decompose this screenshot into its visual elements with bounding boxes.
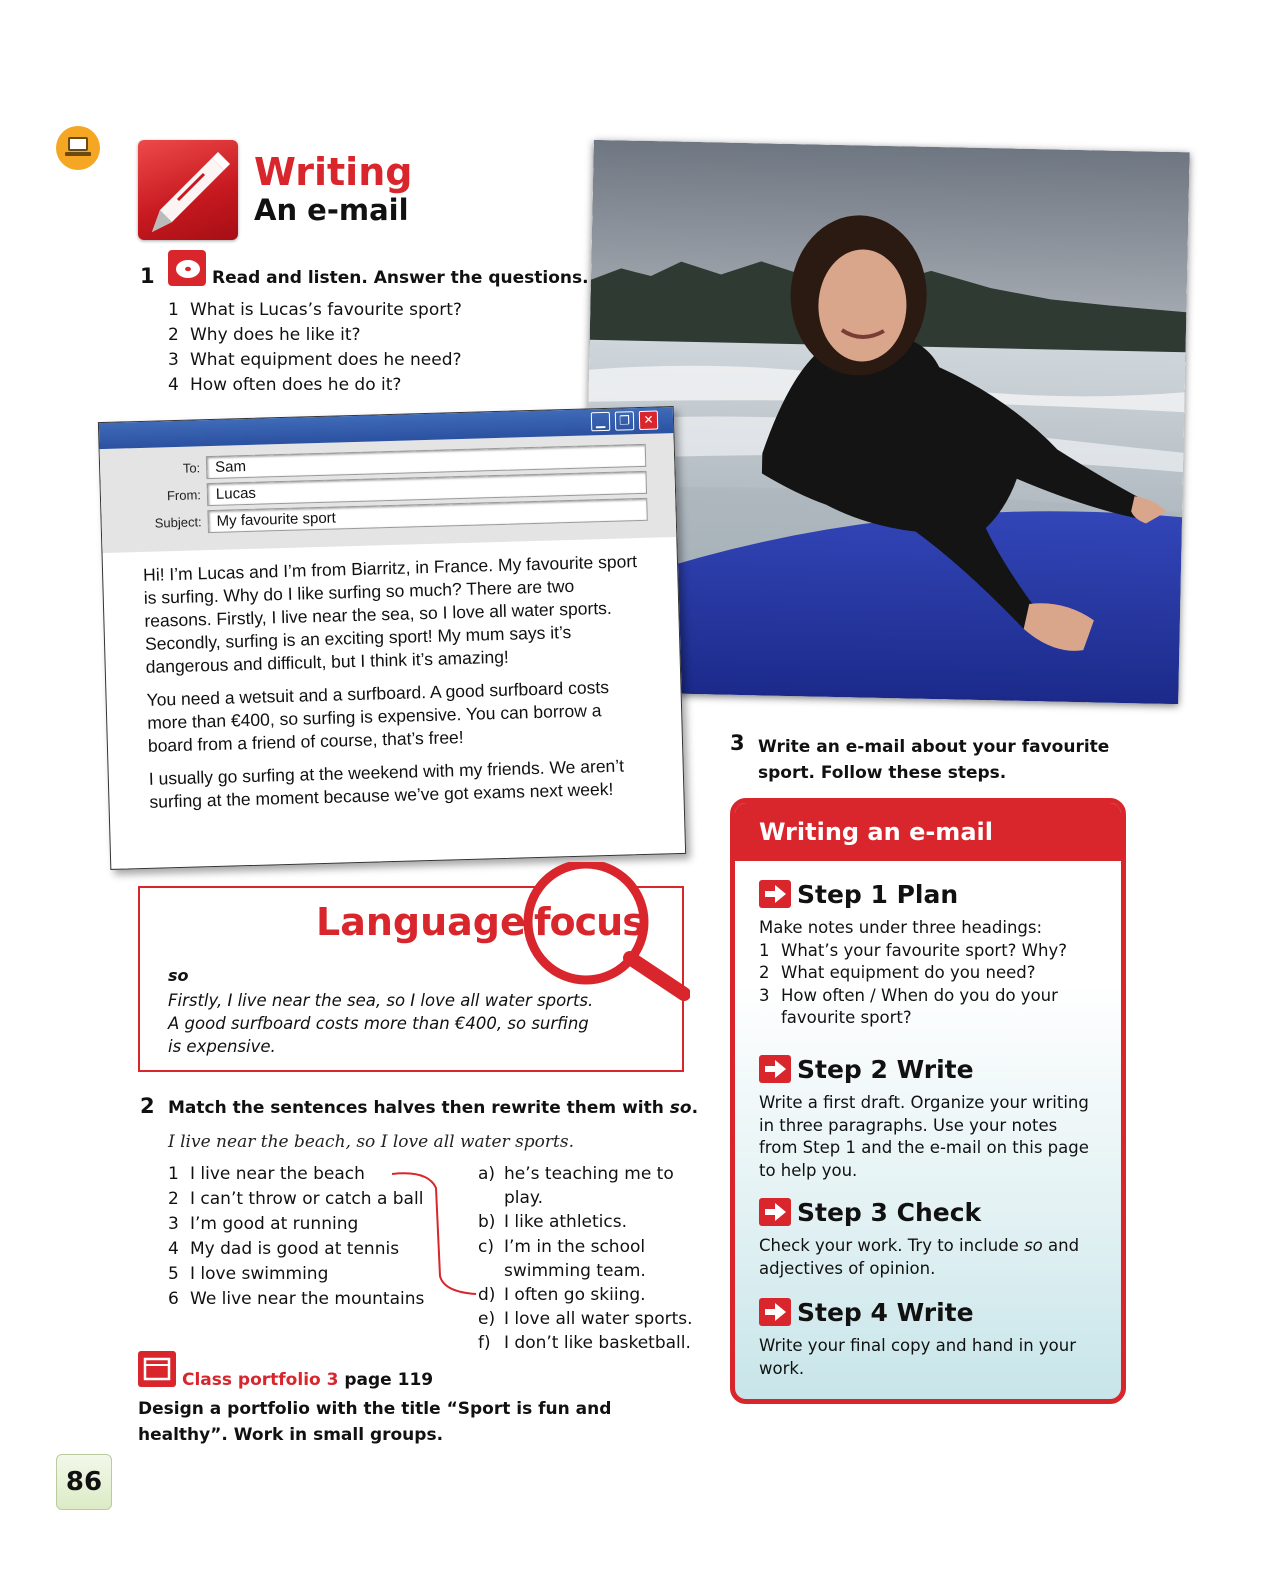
arrow-right-icon (759, 1198, 791, 1226)
focus-example: Firstly, I live near the sea, so I love all water sports. (168, 991, 594, 1010)
exercise-1-instruction: Read and listen. Answer the questions. (212, 268, 589, 288)
exercise-3-instruction: Write an e-mail about your favourite sport. Follow these steps. (758, 737, 1110, 783)
step-3: Step 3 Check Check your work. Try to include so and adjectives of opinion. (759, 1197, 1080, 1278)
steps-box-title: Writing an e-mail (735, 803, 1121, 861)
language-focus-title: Language (316, 900, 526, 944)
sentence-halves-left (168, 1162, 424, 1312)
close-icon[interactable]: ✕ (639, 410, 659, 430)
email-paragraph: You need a wetsuit and a surfboard. A good surfboard costs more than €400, so surfing is expensive. You can borrow a board from a friend of course, that’s free! (146, 676, 610, 756)
step-4: Step 4 Write Write your final copy and hand in your work. (759, 1297, 1077, 1378)
sentence-halves-right (478, 1162, 718, 1356)
minimize-icon[interactable]: ▁ (591, 412, 611, 432)
audio-cd-icon[interactable] (168, 250, 206, 286)
from-field[interactable]: Lucas (207, 471, 647, 506)
to-field[interactable]: Sam (206, 444, 646, 479)
email-header (100, 433, 677, 553)
writing-steps-box (730, 798, 1126, 1404)
exercise-1-questions (168, 298, 462, 398)
page-number: 86 (56, 1454, 112, 1510)
exercise-2-number: 2 (140, 1094, 155, 1118)
step-1: Step 1 Plan Make notes under three headings: 1 What’s your favourite sport? Why? 2 What equipment do you need? 3 How often / When do you do your favourite sport? (759, 879, 1067, 1027)
to-label: To: (182, 460, 201, 476)
list-item: 1 I live near the beach (168, 1164, 365, 1184)
list-item: c) I’m in the school swimming team. (478, 1236, 646, 1281)
question-item: 1 What is Lucas’s favourite sport? (168, 300, 462, 320)
portfolio-icon (138, 1351, 176, 1387)
list-item: 2 I can’t throw or catch a ball (168, 1189, 424, 1209)
email-paragraph: I usually go surfing at the weekend with my friends. We aren’t surfing at the moment because we’ve got exams next week! (148, 755, 625, 812)
language-focus-keyword: so (168, 966, 189, 985)
subject-label: Subject: (154, 514, 202, 531)
list-item: f) I don’t like basketball. (478, 1333, 691, 1354)
list-item: d) I often go skiing. (478, 1285, 646, 1306)
email-paragraph: Hi! I’m Lucas and I’m from Biarritz, in France. My favourite sport is surfing. Why do I like surfing so much? There are two reasons. Firstly, I live near the sea, so I love all water sports. Secondly, surfing is an exciting sport! My mum says it’s dangerous and difficult, but I think it’s amazing! (142, 551, 638, 677)
exercise-3-number: 3 (730, 731, 745, 755)
email-body (103, 537, 684, 815)
arrow-right-icon (759, 1298, 791, 1326)
question-item: 3 What equipment does he need? (168, 350, 462, 370)
question-item: 2 Why does he like it? (168, 325, 361, 345)
focus-example: A good surfboard costs more than €400, so surfing (168, 1014, 589, 1033)
exercise-2-example: I live near the beach, so I love all water sports. (168, 1132, 575, 1152)
page-subtitle: An e-mail (254, 193, 409, 227)
language-focus-title-focus: focus (534, 900, 644, 944)
focus-example: is expensive. (168, 1037, 276, 1056)
exercise-1-number: 1 (140, 264, 155, 288)
list-item: e) I love all water sports. (478, 1309, 693, 1330)
list-item: 6 We live near the mountains (168, 1289, 425, 1309)
list-item: 5 I love swimming (168, 1264, 329, 1284)
computer-icon (56, 126, 100, 170)
email-window (98, 406, 686, 870)
portfolio-heading: Class portfolio 3 page 119 (182, 1370, 434, 1390)
subject-field[interactable]: My favourite sport (207, 498, 647, 533)
step-2: Step 2 Write Write a first draft. Organize your writing in three paragraphs. Use your notes from Step 1 and the e-mail on this page to help you. (759, 1054, 1089, 1180)
language-focus-examples (168, 989, 593, 1058)
list-item: 3 I’m good at running (168, 1214, 359, 1234)
maximize-icon[interactable]: ❐ (615, 411, 635, 431)
page-title: Writing (254, 150, 413, 194)
from-label: From: (166, 487, 202, 504)
exercise-2-instruction: Match the sentences halves then rewrite them with so. (168, 1098, 699, 1118)
pen-icon (138, 140, 238, 240)
arrow-right-icon (759, 880, 791, 908)
list-item: b) I like athletics. (478, 1212, 628, 1233)
arrow-right-icon (759, 1055, 791, 1083)
portfolio-text: Design a portfolio with the title “Sport is fun and healthy”. Work in small groups. (138, 1399, 612, 1445)
list-item: 4 My dad is good at tennis (168, 1239, 400, 1259)
list-item: a) he’s teaching me to play. (478, 1164, 674, 1209)
question-item: 4 How often does he do it? (168, 375, 402, 395)
match-line (388, 1168, 478, 1298)
